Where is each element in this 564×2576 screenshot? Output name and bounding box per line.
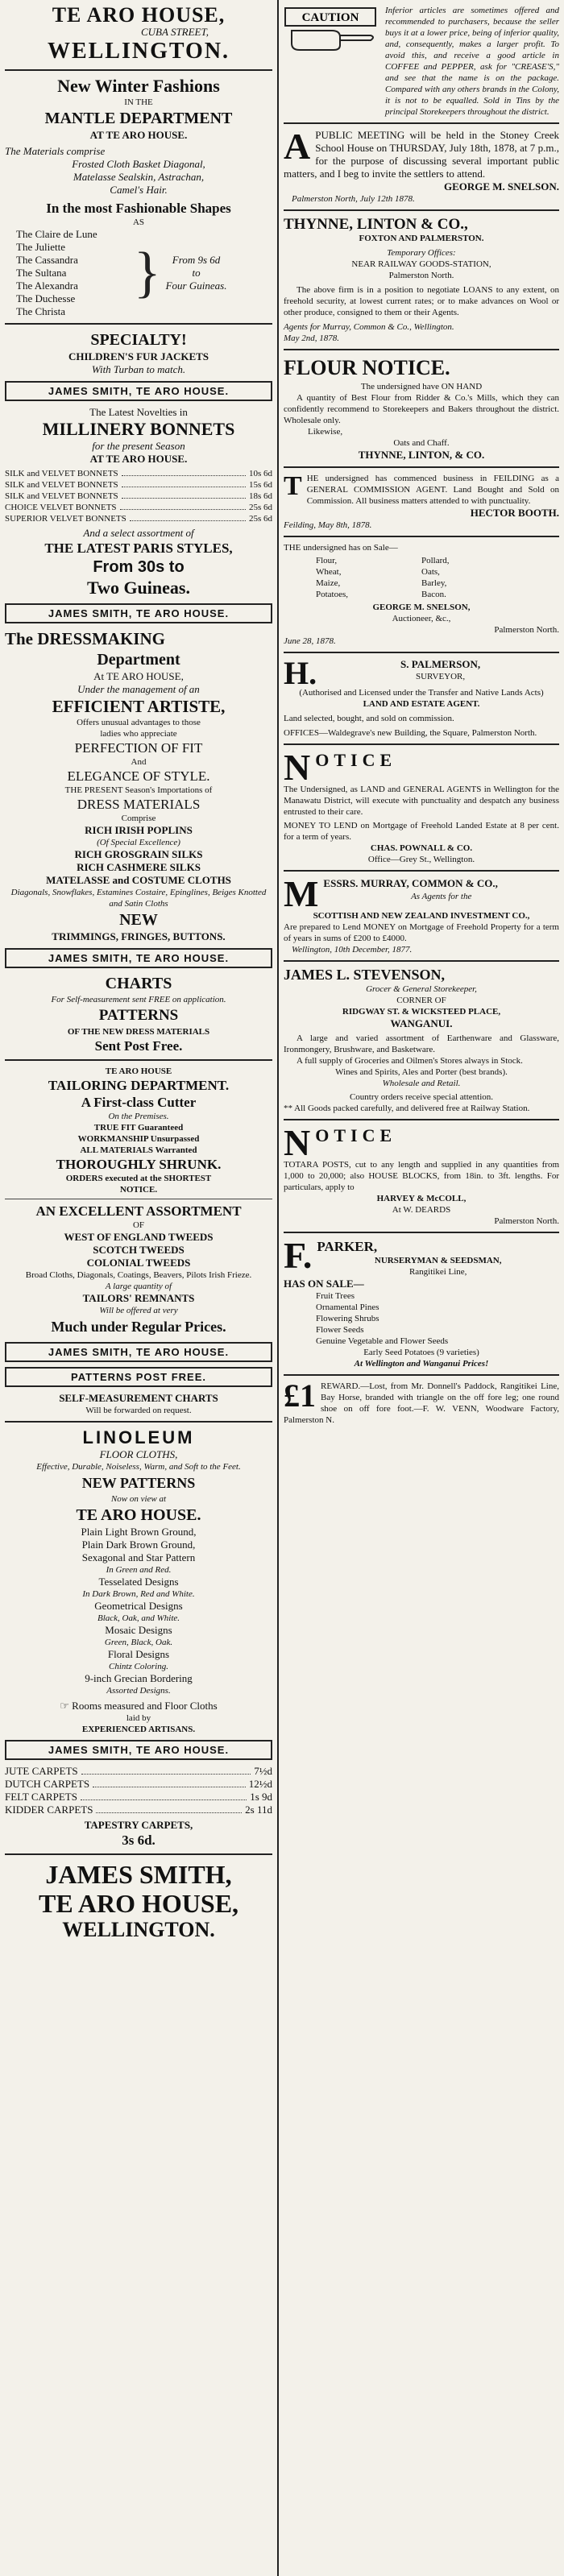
parker-ad bbox=[284, 1235, 559, 1369]
sale-item: Barley, bbox=[421, 578, 447, 588]
footer-house: TE ARO HOUSE, bbox=[38, 1889, 239, 1918]
totara-title: OTICE bbox=[315, 1125, 397, 1145]
firm-banner: JAMES SMITH, TE ARO HOUSE. bbox=[5, 381, 272, 401]
shape-item: The Juliette bbox=[16, 241, 66, 253]
tapestry-price: 3s 6d. bbox=[122, 1833, 156, 1848]
dropcap: A bbox=[284, 126, 311, 167]
divider bbox=[284, 1119, 559, 1120]
linoleum-grecian-col: Assorted Designs. bbox=[106, 1686, 171, 1696]
tailor-workmanship: WORKMANSHIP Unsurpassed bbox=[77, 1134, 200, 1144]
dress-matelasse: MATELASSE and COSTUME CLOTHS bbox=[46, 874, 231, 886]
linoleum-sexagonal: Sexagonal and Star Pattern bbox=[81, 1551, 196, 1563]
booth-ad bbox=[284, 473, 559, 531]
firm-banner: JAMES SMITH, TE ARO HOUSE. bbox=[5, 1740, 272, 1760]
tailor-cutter: A First-class Cutter bbox=[81, 1095, 197, 1110]
divider bbox=[284, 349, 559, 350]
winter-at: AT TE ARO HOUSE. bbox=[89, 129, 188, 141]
divider bbox=[284, 122, 559, 124]
divider bbox=[284, 960, 559, 962]
dress-trimmings: TRIMMINGS, FRINGES, BUTTONS. bbox=[52, 930, 226, 942]
firm-banner: JAMES SMITH, TE ARO HOUSE. bbox=[5, 603, 272, 623]
thynne-temp: Temporary Offices: bbox=[387, 248, 456, 258]
dress-comprise: Comprise bbox=[121, 814, 156, 823]
linoleum-floral: Floral Designs bbox=[107, 1648, 170, 1660]
bonnet-row: SUPERIOR VELVET BONNETS 25s 6d bbox=[5, 514, 272, 524]
firm-banner: JAMES SMITH, TE ARO HOUSE. bbox=[5, 948, 272, 968]
reward-ad bbox=[284, 1377, 559, 1426]
parker-potatoes: Early Seed Potatoes (9 varieties) bbox=[363, 1348, 479, 1357]
tailor-fit: TRUE FIT Guaranteed bbox=[93, 1123, 184, 1133]
footer-name: JAMES SMITH, bbox=[45, 1860, 232, 1889]
divider bbox=[5, 1853, 272, 1855]
palmerson-ad bbox=[284, 655, 559, 739]
linoleum-tess-col: In Dark Brown, Red and White. bbox=[82, 1589, 195, 1599]
stevenson-title: JAMES L. STEVENSON, bbox=[284, 967, 446, 983]
parker-item: Ornamental Pines bbox=[316, 1302, 379, 1312]
specialty-title: SPECIALTY! bbox=[90, 331, 187, 349]
pointing-hand-icon: ☞ bbox=[60, 1700, 73, 1712]
sale-ad bbox=[284, 542, 559, 647]
divider bbox=[284, 209, 559, 211]
murray-company: SCOTTISH AND NEW ZEALAND INVESTMENT CO., bbox=[313, 911, 530, 921]
stevenson-role: Grocer & General Storekeeper, bbox=[366, 984, 477, 994]
stevenson-text: A large and varied assortment of Earthenware and Glassware, Ironmongery, Brushware, and Basketware. bbox=[284, 1033, 559, 1054]
carpet-row: FELT CARPETS 1s 9d bbox=[5, 1791, 272, 1803]
selfmeasure-line2: Will be forwarded on request. bbox=[85, 1406, 192, 1415]
charts-line: For Self-measurement sent FREE on application. bbox=[51, 995, 226, 1004]
tailor-at: TE ARO HOUSE bbox=[105, 1066, 172, 1076]
parker-item: Fruit Trees bbox=[316, 1291, 355, 1301]
thynne-office: NEAR RAILWAY GOODS-STATION, bbox=[351, 259, 491, 269]
tailor-much: Much under Regular Prices. bbox=[51, 1319, 226, 1335]
bonnet-row: SILK and VELVET BONNETS 18s 6d bbox=[5, 491, 272, 501]
linoleum-ad bbox=[5, 1427, 272, 1735]
svg-text:CAUTION: CAUTION bbox=[301, 11, 359, 24]
thynne-agents: Agents for Murray, Common & Co., Wellington. bbox=[284, 322, 454, 332]
shape-item: The Claire de Lune bbox=[16, 228, 97, 240]
parker-item: Flowering Shrubs bbox=[316, 1314, 379, 1323]
sale-town: Palmerston North. bbox=[494, 625, 559, 635]
tapestry: TAPESTRY CARPETS, bbox=[84, 1819, 193, 1831]
sale-item: Flour, bbox=[316, 556, 338, 565]
dress-at: At TE ARO HOUSE, bbox=[93, 670, 184, 682]
thynne-date: May 2nd, 1878. bbox=[284, 333, 340, 343]
thynne-places: FOXTON AND PALMERSTON. bbox=[359, 234, 484, 243]
tailor-of: OF bbox=[132, 1220, 145, 1230]
totara-sig: HARVEY & McCOLL, bbox=[376, 1194, 467, 1203]
murray-date: Wellington, 10th December, 1877. bbox=[292, 945, 413, 955]
right-column bbox=[284, 5, 559, 1426]
flour-likewise: Likewise, bbox=[308, 427, 343, 437]
tailor-title: TAILORING DEPARTMENT. bbox=[48, 1078, 230, 1093]
specialty-line: CHILDREN'S FUR JACKETS bbox=[68, 350, 209, 362]
linoleum-now: Now on view at bbox=[110, 1494, 167, 1504]
reward-amount: £1 bbox=[284, 1377, 316, 1414]
public-meeting-ad bbox=[284, 126, 559, 205]
patterns-of: OF THE NEW DRESS MATERIALS bbox=[67, 1027, 210, 1037]
price-from: From 9s 6d bbox=[172, 254, 221, 266]
bonnets-title: MILLINERY BONNETS bbox=[42, 419, 235, 439]
bonnets-season: for the present Season bbox=[92, 440, 185, 452]
booth-text: HE undersigned has commenced business in FEILDING as a GENERAL COMMISSION AGENT. Land Bought and Sold on Commission. All business matters attended to with punctuality. bbox=[306, 474, 559, 506]
divider bbox=[5, 1421, 272, 1423]
charts-title: CHARTS bbox=[105, 975, 172, 992]
caution-text: Inferior articles are sometimes offered and recommended to purchasers, because the seller buys it at a lower price, being of inferior quality, and, consequently, makes a larger profit. To avoid this, and receive a good article in COFFEE and PEPPER, ask for "CREASE'S," and see that the name is on the package. Compared with any others brands in the Colony, it is not to be equalled. Sold in Tins by the principal Storekeepers throughout the district. bbox=[385, 6, 559, 117]
linoleum-artisans: EXPERIENCED ARTISANS. bbox=[81, 1725, 196, 1734]
linoleum-geo-col: Black, Oak, and White. bbox=[97, 1613, 180, 1623]
flour-title: FLOUR NOTICE. bbox=[284, 356, 450, 379]
divider bbox=[284, 743, 559, 745]
totara-town: Palmerston North. bbox=[494, 1216, 559, 1226]
winter-headline: New Winter Fashions bbox=[57, 76, 220, 96]
dress-dept: Department bbox=[97, 651, 180, 669]
palmerson-name: S. PALMERSON, bbox=[400, 658, 481, 670]
tailor-scotch: SCOTCH TWEEDS bbox=[93, 1244, 185, 1256]
thynne-ad bbox=[284, 216, 559, 344]
tailor-assort: AN EXCELLENT ASSORTMENT bbox=[35, 1203, 242, 1219]
reward-text: REWARD.—Lost, from Mr. Donnell's Paddock, Rangitikei Line, Bay Horse, branded with triangle on the off fore leg; one round shoe on off fore foot.—F. W. VENN, Woodware Factory, Palmerston N. bbox=[284, 1381, 559, 1425]
carpet-row: KIDDER CARPETS 2s 11d bbox=[5, 1804, 272, 1816]
linoleum-house: TE ARO HOUSE. bbox=[76, 1506, 201, 1524]
stevenson-goods: ** All Goods packed carefully, and delivered free at Railway Station. bbox=[284, 1104, 530, 1113]
meeting-sig: GEORGE M. SNELSON. bbox=[443, 180, 559, 193]
flour-ad bbox=[284, 355, 559, 462]
stevenson-corner: CORNER OF bbox=[396, 996, 446, 1005]
palmerson-agent: LAND AND ESTATE AGENT. bbox=[363, 699, 480, 709]
totara-ad bbox=[284, 1122, 559, 1227]
price-end: Four Guineas. bbox=[165, 280, 227, 292]
charts-ad bbox=[5, 973, 272, 1054]
linoleum-green: In Green and Red. bbox=[106, 1565, 172, 1575]
materials-intro: The Materials comprise bbox=[5, 145, 106, 157]
shapes-as: AS bbox=[132, 217, 145, 227]
winter-in-the: IN THE bbox=[124, 97, 153, 107]
tailor-premises: On the Premises. bbox=[108, 1112, 169, 1121]
asterisk-icon: ** bbox=[284, 1104, 295, 1113]
material-1: Matelasse Sealskin, Astrachan, bbox=[73, 171, 205, 183]
stevenson-full: A full supply of Groceries and Oilmen's Stores always in Stock. bbox=[297, 1056, 523, 1066]
carpet-row: JUTE CARPETS 7½d bbox=[5, 1765, 272, 1777]
dress-under: Under the management of an bbox=[77, 683, 200, 695]
bonnets-at: AT TE ARO HOUSE. bbox=[89, 453, 188, 465]
tailor-large: A large quantity of bbox=[105, 1282, 172, 1291]
thynne-text: The above firm is in a position to negotiate LOANS to any extent, on freehold security, at lowest current rates; or to make advances on Wool or other produce, consigned to them or their Agents. bbox=[284, 285, 559, 317]
bonnets-two: Two Guineas. bbox=[87, 578, 190, 598]
divider bbox=[5, 1059, 272, 1061]
dress-importations: THE PRESENT Season's Importations of bbox=[64, 785, 213, 795]
meeting-place: Palmerston North, July 12th 1878. bbox=[292, 194, 415, 204]
patterns-post-free: PATTERNS POST FREE. bbox=[5, 1367, 272, 1387]
linoleum-plain2: Plain Dark Brown Ground, bbox=[81, 1539, 196, 1551]
tailor-notice: NOTICE. bbox=[119, 1185, 158, 1195]
dress-poplins-note: (Of Special Excellence) bbox=[97, 838, 180, 847]
linoleum-floor: FLOOR CLOTHS, bbox=[99, 1448, 178, 1460]
patterns-sent: Sent Post Free. bbox=[94, 1038, 183, 1054]
flour-have: The undersigned have ON HAND bbox=[360, 382, 483, 391]
dress-grosgrain: RICH GROSGRAIN SILKS bbox=[74, 848, 203, 860]
stevenson-wines: Wines and Spirits, Ales and Porter (best brands). bbox=[335, 1067, 508, 1077]
specialty-line2: With Turban to match. bbox=[91, 363, 186, 375]
thynne-title: THYNNE, LINTON & CO., bbox=[284, 216, 468, 233]
shape-item: The Alexandra bbox=[16, 280, 78, 292]
sale-head: THE undersigned has on Sale— bbox=[284, 543, 398, 553]
bonnets-assortment: And a select assortment of bbox=[83, 527, 194, 539]
linoleum-mosaic-col: Green, Black, Oak. bbox=[104, 1638, 173, 1647]
dropcap: F. bbox=[284, 1235, 313, 1276]
pownall-office: Office—Grey St., Wellington. bbox=[367, 855, 475, 864]
bonnets-latest: THE LATEST PARIS STYLES, bbox=[44, 540, 233, 556]
patterns-title: PATTERNS bbox=[98, 1007, 179, 1024]
stevenson-country: Country orders receive special attention. bbox=[349, 1092, 494, 1102]
linoleum-grecian: 9-inch Grecian Bordering bbox=[85, 1672, 193, 1684]
pownall-title: OTICE bbox=[315, 750, 397, 770]
tailoring-ad bbox=[5, 1066, 272, 1337]
linoleum-tesselated: Tesselated Designs bbox=[98, 1576, 179, 1588]
bonnet-row: SILK and VELVET BONNETS 15s 6d bbox=[5, 480, 272, 490]
pointing-hand-icon bbox=[284, 5, 379, 53]
pownall-ad bbox=[284, 747, 559, 865]
linoleum-rooms: ☞ Rooms measured and Floor Cloths bbox=[60, 1700, 218, 1712]
dress-elegance: ELEGANCE OF STYLE. bbox=[67, 768, 210, 784]
carpets-ad bbox=[5, 1765, 272, 1849]
firm-banner: JAMES SMITH, TE ARO HOUSE. bbox=[5, 1342, 272, 1362]
palmerson-license: (Authorised and Licensed under the Transfer and Native Lands Acts) bbox=[299, 688, 544, 698]
murray-title: ESSRS. MURRAY, COMMON & CO., bbox=[323, 877, 498, 889]
booth-place: Feilding, May 8th, 1878. bbox=[284, 520, 372, 530]
mantle-department: MANTLE DEPARTMENT bbox=[44, 110, 233, 127]
linoleum-mosaic: Mosaic Designs bbox=[105, 1624, 172, 1636]
stevenson-street: RIDGWAY ST. & WICKSTEED PLACE, bbox=[342, 1007, 501, 1017]
sale-items bbox=[284, 553, 559, 602]
shape-item: The Cassandra bbox=[16, 254, 78, 266]
dress-materials: DRESS MATERIALS bbox=[77, 797, 201, 812]
selfmeasure-ad bbox=[5, 1392, 272, 1416]
te-aro-header bbox=[5, 5, 272, 64]
thynne-town: Palmerston North. bbox=[388, 271, 454, 280]
linoleum-plain1: Plain Light Brown Ground, bbox=[81, 1526, 197, 1538]
linoleum-new: NEW PATTERNS bbox=[81, 1475, 196, 1491]
sale-item: Oats, bbox=[421, 567, 440, 577]
divider bbox=[284, 1232, 559, 1233]
dropcap: N bbox=[284, 1122, 311, 1163]
dress-new: NEW bbox=[119, 911, 158, 929]
shape-item: The Christa bbox=[16, 305, 66, 317]
parker-role: NURSERYMAN & SEEDSMAN, bbox=[374, 1256, 502, 1265]
linoleum-floral-col: Chintz Coloring. bbox=[109, 1662, 168, 1671]
tailor-will: Will be offered at very bbox=[99, 1306, 178, 1315]
bonnets-from: From 30s to bbox=[93, 558, 185, 576]
winter-fashions-ad bbox=[5, 76, 272, 318]
left-column bbox=[5, 5, 272, 1942]
tailor-colonial: COLONIAL TWEEDS bbox=[86, 1257, 191, 1269]
pownall-text: The Undersigned, as LAND and GENERAL AGENTS in Wellington for the Manawatu District, will execute with punctuality and despatch any business entrusted to their care. bbox=[284, 785, 559, 817]
sale-item: Wheat, bbox=[316, 567, 342, 577]
carpet-row: DUTCH CARPETS 12½d bbox=[5, 1778, 272, 1790]
selfmeasure-line1: SELF-MEASUREMENT CHARTS bbox=[59, 1392, 218, 1404]
flour-sig: THYNNE, LINTON, & CO. bbox=[358, 449, 485, 461]
pownall-money: MONEY TO LEND on Mortgage of Freehold Landed Estate at 8 per cent. for a term of years. bbox=[284, 821, 559, 842]
flour-text: A quantity of Best Flour from Ridder & Co.'s Mills, which they can confidently recommend to Storekeepers and Bakers throughout the district. Wholesale only. bbox=[284, 393, 559, 425]
footer-city: WELLINGTON. bbox=[62, 1918, 215, 1941]
footer-block bbox=[5, 1860, 272, 1942]
tailor-west: WEST OF ENGLAND TWEEDS bbox=[64, 1231, 214, 1243]
dress-artiste: EFFICIENT ARTISTE, bbox=[52, 697, 226, 716]
dress-title: The DRESSMAKING bbox=[5, 629, 165, 648]
shapes-head: In the most Fashionable Shapes bbox=[46, 201, 231, 216]
dress-poplins: RICH IRISH POPLINS bbox=[85, 824, 193, 836]
caution-ad bbox=[284, 5, 559, 118]
specialty-ad bbox=[5, 329, 272, 376]
linoleum-geo: Geometrical Designs bbox=[94, 1600, 183, 1612]
divider bbox=[5, 323, 272, 325]
sale-sig: GEORGE M. SNELSON, bbox=[372, 603, 471, 612]
linoleum-laid: laid by bbox=[126, 1713, 151, 1723]
meeting-text: PUBLIC MEETING will be held in the Stoney Creek School House on THURSDAY, July 18th, 1878, at 7 p.m., for the purpose of discussing several important public matters, and I beg to invite the settlers to attend. bbox=[284, 129, 559, 180]
brace-icon: } bbox=[134, 242, 161, 304]
dropcap: M bbox=[284, 873, 319, 914]
column-divider bbox=[277, 0, 279, 2576]
sale-item: Pollard, bbox=[421, 556, 450, 565]
bonnet-row: CHOICE VELVET BONNETS 25s 6d bbox=[5, 503, 272, 512]
tailor-remnants: TAILORS' REMNANTS bbox=[82, 1292, 195, 1304]
material-0: Frosted Cloth Basket Diagonal, bbox=[72, 158, 205, 170]
sale-item: Bacon. bbox=[421, 590, 446, 599]
dropcap: T bbox=[284, 471, 302, 501]
dress-and: And bbox=[131, 757, 147, 767]
dressmaking-ad bbox=[5, 628, 272, 943]
sale-item: Maize, bbox=[316, 578, 341, 588]
dress-perfection: PERFECTION OF FIT bbox=[74, 740, 203, 756]
parker-sale: HAS ON SALE— bbox=[284, 1278, 364, 1290]
header-street: CUBA STREET, bbox=[140, 26, 209, 38]
murray-text: Are prepared to Lend MONEY on Mortgage of Freehold Property for a term of years in sums of £200 to £4000. bbox=[284, 922, 559, 943]
palmerson-role: SURVEYOR, bbox=[415, 672, 466, 681]
header-city: WELLINGTON. bbox=[47, 39, 230, 64]
dropcap: H. bbox=[284, 655, 317, 691]
linoleum-title: LINOLEUM bbox=[82, 1427, 195, 1447]
sale-item: Potatoes, bbox=[316, 590, 349, 599]
price-to: to bbox=[192, 267, 201, 279]
totara-text: TOTARA POSTS, cut to any length and supplied in any quantities from 1,000 to 20,000; also HOUSE BLOCKS, from 18in. to 3ft. lengths. For particulars, apply to bbox=[284, 1160, 559, 1192]
pownall-sig: CHAS. POWNALL & CO. bbox=[370, 843, 473, 853]
material-2: Camel's Hair. bbox=[110, 184, 168, 196]
bonnet-row: SILK and VELVET BONNETS 10s 6d bbox=[5, 469, 272, 478]
stevenson-ad bbox=[284, 967, 559, 1114]
dress-fabrics: Diagonals, Snowflakes, Estamines Costaire, Epinglines, Beiges Knotted and Satin Cloths bbox=[10, 888, 267, 909]
parker-name: PARKER, bbox=[317, 1239, 378, 1254]
murray-as: As Agents for the bbox=[411, 892, 472, 901]
linoleum-effective: Effective, Durable, Noiseless, Warm, and Soft to the Feet. bbox=[36, 1462, 241, 1472]
parker-item: Genuine Vegetable and Flower Seeds bbox=[316, 1336, 449, 1346]
palmerson-offices: OFFICES—Waldegrave's new Building, the Square, Palmerston North. bbox=[284, 728, 537, 738]
dress-cashmere: RICH CASHMERE SILKS bbox=[77, 861, 201, 873]
bonnets-intro: The Latest Novelties in bbox=[89, 406, 188, 418]
booth-sig: HECTOR BOOTH. bbox=[470, 507, 559, 519]
divider bbox=[284, 652, 559, 653]
dress-offers: Offers unusual advantages to those bbox=[77, 718, 201, 727]
divider bbox=[284, 870, 559, 872]
divider bbox=[284, 536, 559, 537]
palmerson-land: Land selected, bought, and sold on commission. bbox=[284, 714, 454, 723]
divider bbox=[284, 466, 559, 468]
sale-role: Auctioneer, &c., bbox=[392, 614, 451, 623]
divider bbox=[5, 69, 272, 71]
tailor-broad: Broad Cloths, Diagonals, Coatings, Beavers, Pilots Irish Frieze. bbox=[25, 1270, 252, 1280]
sale-date: June 28, 1878. bbox=[284, 636, 336, 646]
shape-item: The Sultana bbox=[16, 267, 67, 279]
stevenson-wholesale: Wholesale and Retail. bbox=[382, 1079, 461, 1088]
shapes-list bbox=[5, 228, 272, 318]
parker-item: Flower Seeds bbox=[316, 1325, 364, 1335]
parker-prices: At Wellington and Wanganui Prices! bbox=[354, 1359, 489, 1369]
parker-place: Rangitikei Line, bbox=[408, 1267, 467, 1277]
stevenson-town: WANGANUI. bbox=[390, 1017, 453, 1029]
tailor-shrunk: THOROUGHLY SHRUNK. bbox=[56, 1157, 222, 1172]
murray-ad bbox=[284, 873, 559, 955]
dress-ladies: ladies who appreciate bbox=[100, 729, 177, 739]
tailor-materials: ALL MATERIALS Warranted bbox=[80, 1145, 197, 1155]
totara-at: At W. DEARDS bbox=[392, 1205, 451, 1215]
header-title: TE ARO HOUSE, bbox=[52, 3, 226, 27]
flour-oats: Oats and Chaff. bbox=[393, 438, 450, 448]
bonnets-ad bbox=[5, 406, 272, 598]
dropcap: N bbox=[284, 747, 311, 788]
shape-item: The Duchesse bbox=[16, 292, 76, 304]
tailor-orders: ORDERS executed at the SHORTEST bbox=[65, 1174, 212, 1183]
divider bbox=[284, 1374, 559, 1376]
